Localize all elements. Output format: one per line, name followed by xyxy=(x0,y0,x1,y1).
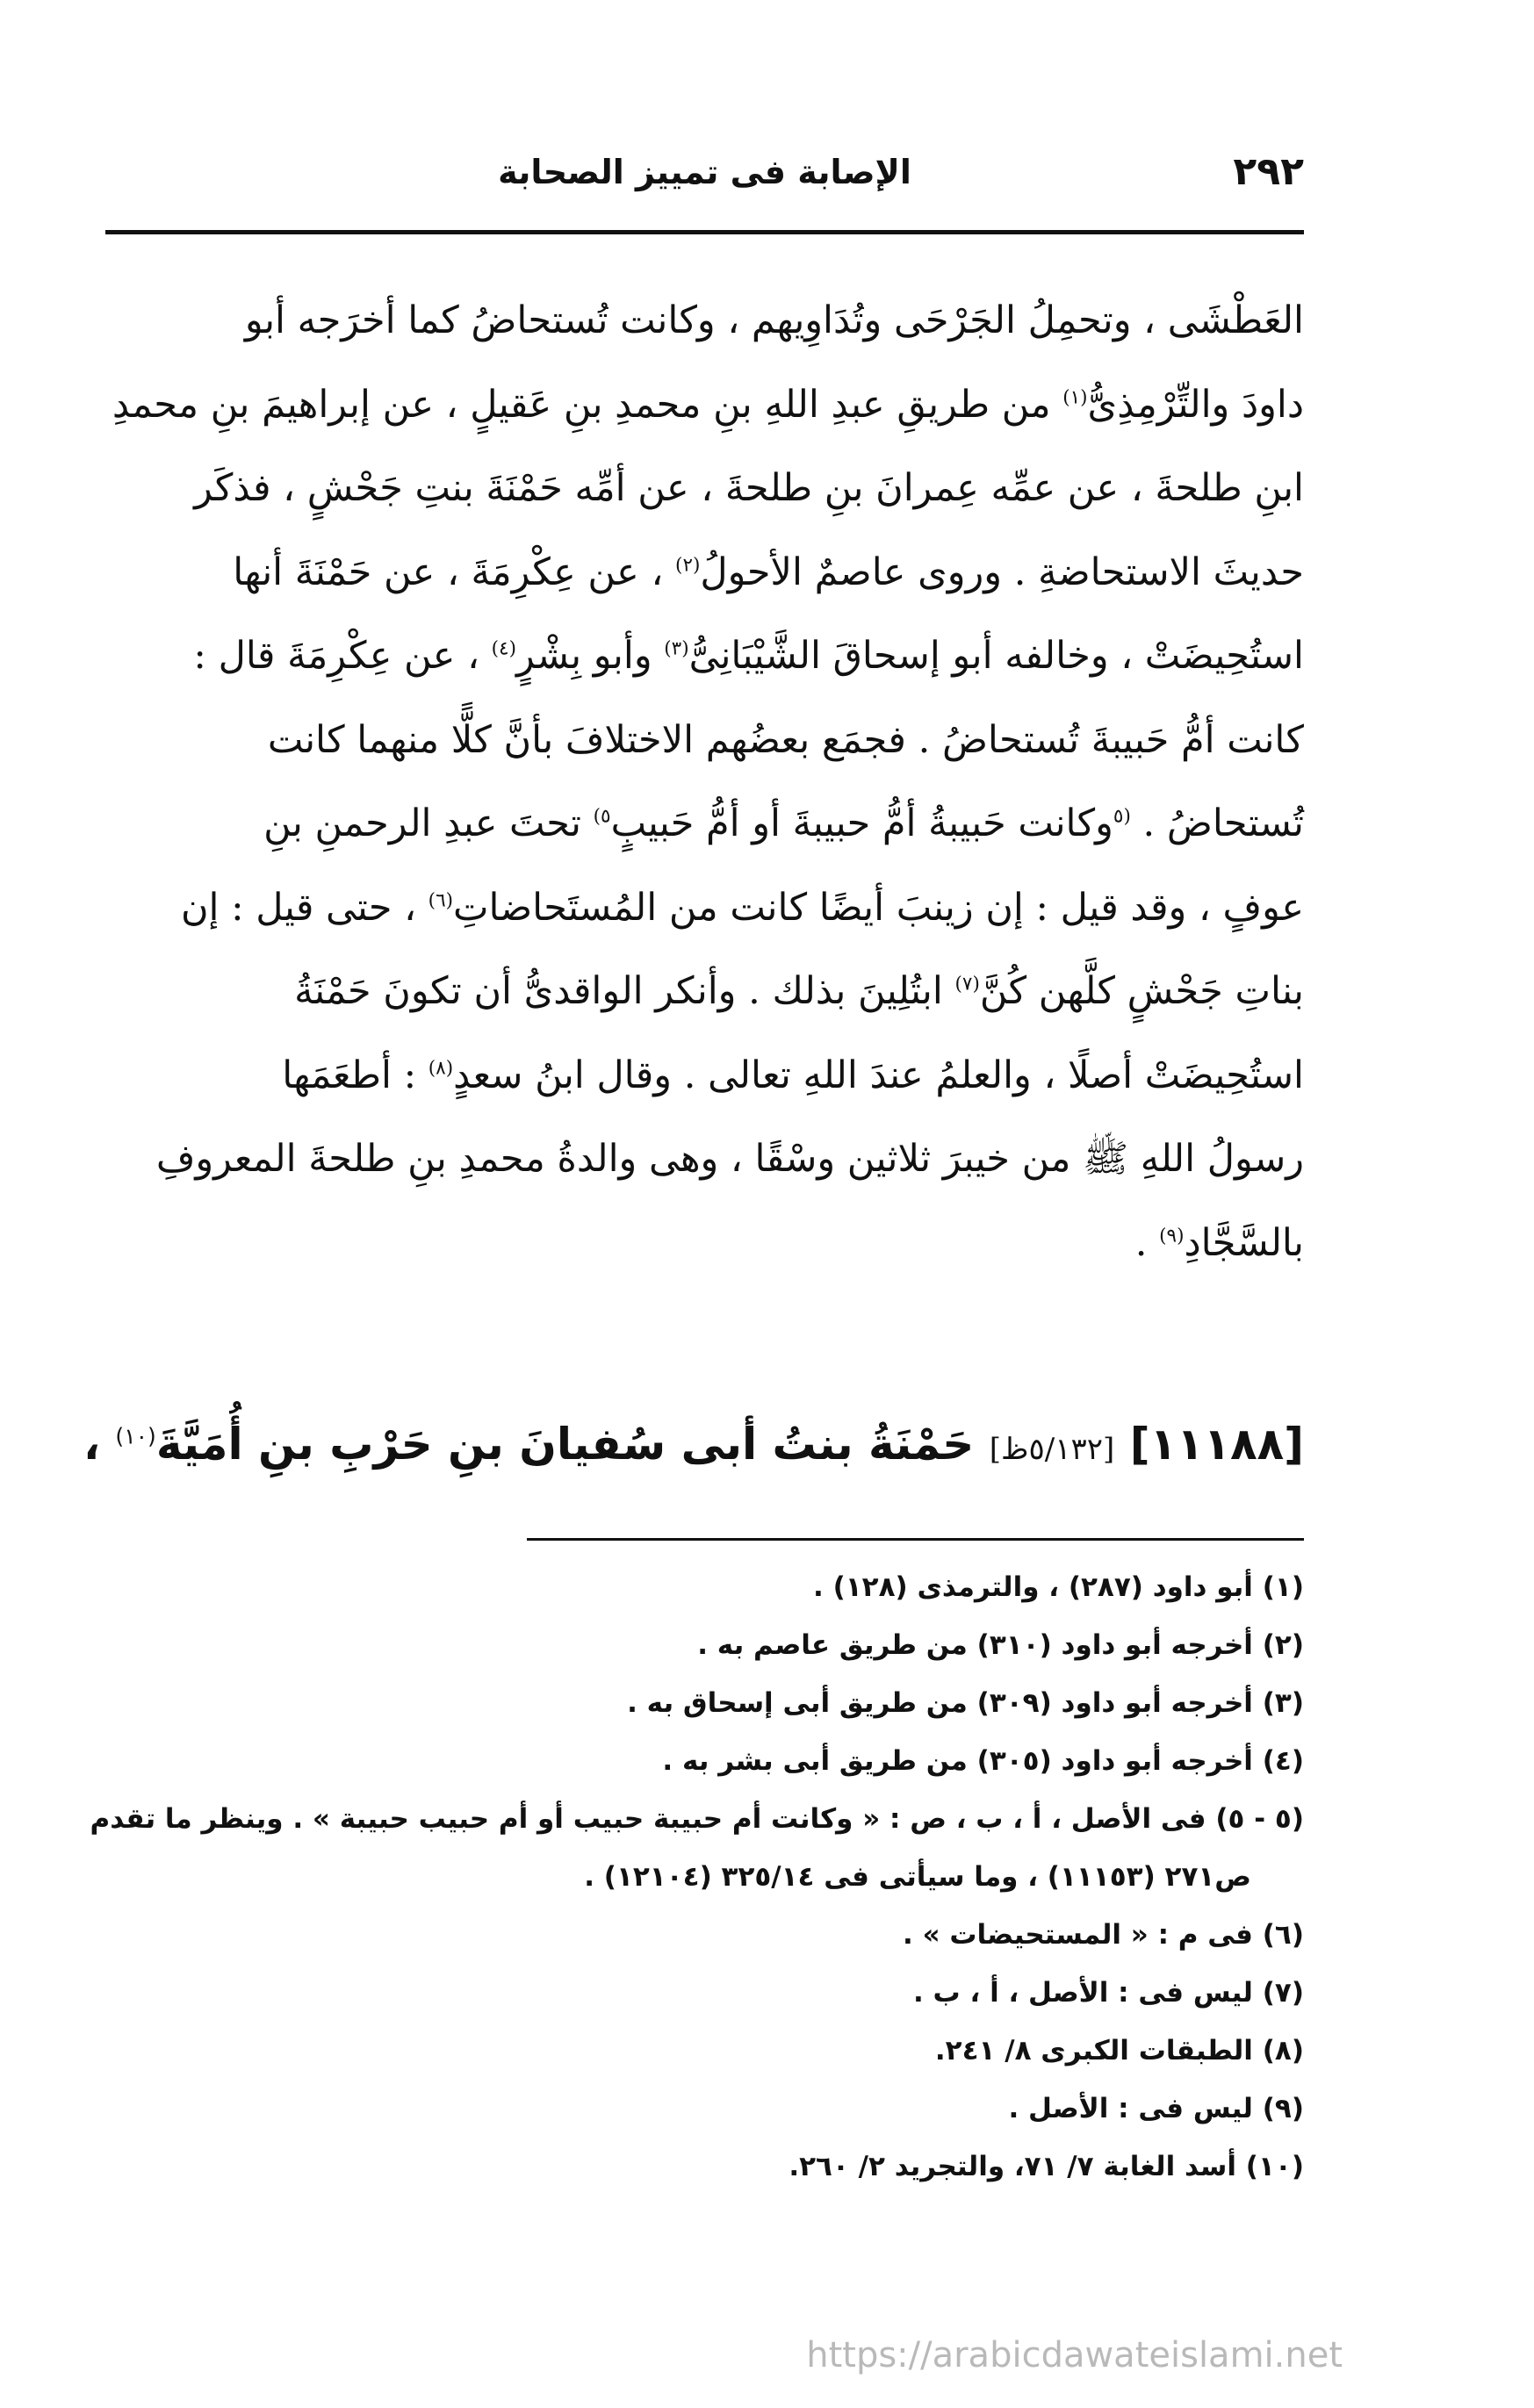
footnote: (١٠) أسد الغابة ٧/ ٧١، والتجريد ٢/ ٢٦٠. xyxy=(789,2151,1304,2182)
text-line: داودَ والتِّرْمِذِىُّ$^{(١)}$ من طريقِ عبدِ اللهِ بنِ محمدِ بنِ عَقيلٍ ، عن إبراهيمَ بنِ محمدِ xyxy=(112,382,1304,427)
text-line: ابنِ طلحةَ ، عن عمِّه عِمرانَ بنِ طلحةَ ، عن أمِّه حَمْنَةَ بنتِ جَحْشٍ ، فذكَر xyxy=(194,466,1304,510)
entry-heading: [١١١٨٨] [٥/١٣٢ظ] حَمْنَةُ بنتُ أبى سُفيانَ بنِ حَرْبِ بنِ أُمَيَّةَ$^{(١٠)}$ ، xyxy=(83,1419,1304,1470)
footnote: (٩) ليس فى : الأصل . xyxy=(1008,2093,1304,2124)
footnote-divider xyxy=(527,1538,1304,1541)
running-title: الإصابة فى تمييز الصحابة xyxy=(498,153,911,191)
footnotes xyxy=(90,1558,1304,2196)
footnote: (١) أبو داود (٢٨٧) ، والترمذى (١٢٨) . xyxy=(813,1571,1304,1603)
text-line: كانت أمُّ حَبيبةَ تُستحاضُ . فجمَع بعضُهم الاختلافَ بأنَّ كلًّا منهما كانت xyxy=(267,717,1304,762)
text-line: حديثَ الاستحاضةِ . وروى عاصمٌ الأحولُ$^{(٢)}$ ، عن عِكْرِمَةَ ، عن حَمْنَةَ أنها xyxy=(233,550,1304,594)
footnote-marker: (٩) xyxy=(1159,1225,1185,1247)
entry-name: حَمْنَةُ بنتُ أبى سُفيانَ بنِ حَرْبِ بنِ أُمَيَّةَ xyxy=(155,1419,975,1470)
volume-reference: [٥/١٣٢ظ] xyxy=(989,1432,1115,1467)
page-number: ٢٩٢ xyxy=(1233,149,1304,194)
footnote: (٤) أخرجه أبو داود (٣٠٥) من طريق أبى بشر به . xyxy=(662,1745,1304,1777)
text-line: استُحِيضَتْ ، وخالفه أبو إسحاقَ الشَّيْبَانِىُّ$^{(٣)}$ وأبو بِشْرٍ$^{(٤)}$ ، عن عِكْرِمَةَ قال : xyxy=(193,634,1304,678)
main-text xyxy=(105,279,1304,1285)
header-rule xyxy=(105,230,1304,234)
page-header xyxy=(105,149,1304,211)
footnote-marker: (٨) xyxy=(428,1057,454,1080)
text-line: عوفٍ ، وقد قيل : إن زينبَ أيضًا كانت من المُستَحاضاتِ$^{(٦)}$ ، حتى قيل : إن xyxy=(180,885,1304,930)
footnote-marker: (١) xyxy=(1062,386,1088,409)
entry-number: [١١١٨٨] xyxy=(1129,1419,1304,1470)
text-line: العَطْشَى ، وتحمِلُ الجَرْحَى وتُدَاوِيهم ، وكانت تُستحاضُ كما أخرَجه أبو xyxy=(244,298,1304,342)
text-line: بناتِ جَحْشٍ كلَّهن كُنَّ$^{(٧)}$ ابتُلِينَ بذلك . وأنكر الواقدىُّ أن تكونَ حَمْنَةُ xyxy=(294,969,1304,1013)
footnote: (٨) الطبقات الكبرى ٨/ ٢٤١. xyxy=(934,2035,1304,2067)
text-line: تُستحاضُ . $^{(٥}$وكانت حَبيبةُ أمُّ حبيبةَ أو أمُّ حَبيبٍ$^{٥)}$ تحتَ عبدِ الرحمنِ بنِ xyxy=(263,801,1304,845)
footnote-marker: (٢) xyxy=(675,554,701,577)
footnote-continuation: ص٢٧١ (١١١٥٣) ، وما سيأتى فى ٣٢٥/١٤ (١٢١٠٤) . xyxy=(584,1861,1251,1893)
footnote-marker: (٥ xyxy=(1113,805,1131,828)
footnote: (٥ - ٥) فى الأصل ، أ ، ب ، ص : « وكانت أم حبيبة حبيب أو أم حبيب حبيبة » . وينظر ما تقدم xyxy=(90,1803,1304,1835)
footnote: (٢) أخرجه أبو داود (٣١٠) من طريق عاصم به . xyxy=(697,1629,1304,1661)
text-line: استُحِيضَتْ أصلًا ، والعلمُ عندَ اللهِ تعالى . وقال ابنُ سعدٍ$^{(٨)}$ : أطعَمَها xyxy=(282,1053,1304,1097)
footnote-marker: (٦) xyxy=(428,889,454,912)
footnote-marker: ٥) xyxy=(593,805,611,828)
text-line: بالسَّجَّادِ$^{(٩)}$ . xyxy=(1134,1220,1304,1265)
watermark-url: https://arabicdawateislami.net xyxy=(806,2335,1343,2376)
footnote-marker: (٣) xyxy=(664,637,689,660)
text-line: رسولُ اللهِ ﷺ من خيبرَ ثلاثين وسْقًا ، وهى والدةُ محمدِ بنِ طلحةَ المعروفِ xyxy=(155,1137,1304,1181)
footnote-marker: (١٠) xyxy=(115,1423,156,1449)
footnote: (٦) فى م : « المستحيضات » . xyxy=(903,1919,1304,1951)
footnote-marker: (٧) xyxy=(954,973,980,996)
footnote: (٣) أخرجه أبو داود (٣٠٩) من طريق أبى إسحاق به . xyxy=(627,1687,1304,1719)
footnote-marker: (٤) xyxy=(491,637,516,660)
footnote: (٧) ليس فى : الأصل ، أ ، ب . xyxy=(912,1977,1304,2009)
